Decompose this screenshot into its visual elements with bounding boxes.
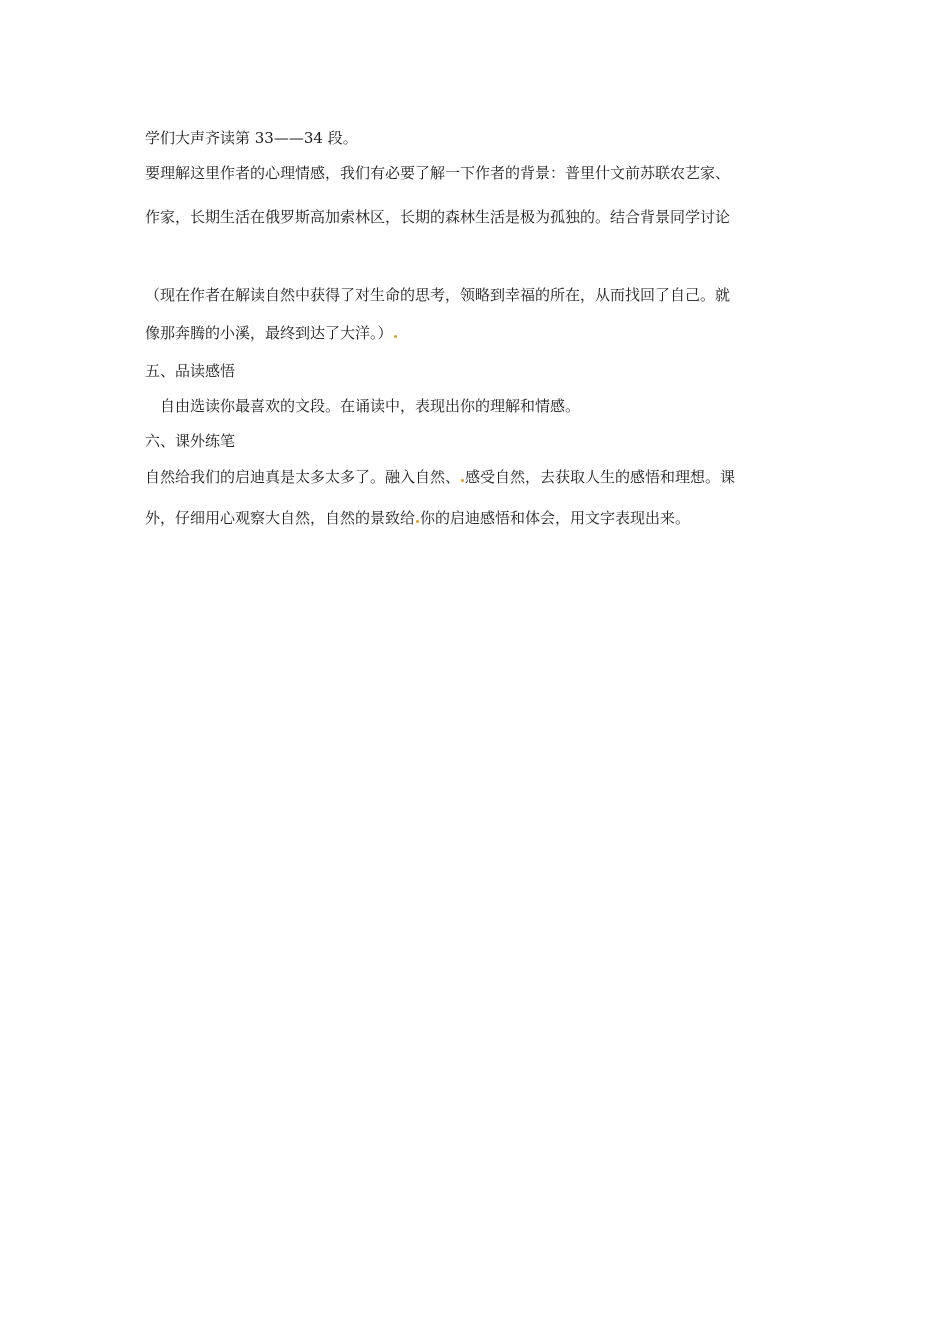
writing-line-2-part-1: 外，仔细用心观察大自然，自然的景致给 <box>145 509 416 527</box>
paragraph-reading-instruction: 学们大声齐读第 33——34 段。 <box>145 129 358 147</box>
highlight-mark <box>416 520 419 523</box>
writing-line-2-part-2: 你的启迪感悟和体会，用文字表现出来。 <box>420 509 691 527</box>
paragraph-answer-line-1: （现在作者在解读自然中获得了对生命的思考，领略到幸福的所在，从而找回了自己。就 <box>145 286 731 304</box>
highlight-mark <box>394 335 397 338</box>
answer-line-2-text: 像那奔腾的小溪，最终到达了大洋。） <box>145 324 393 342</box>
paragraph-writing-line-1 <box>145 467 735 487</box>
paragraph-writing-line-2 <box>145 508 690 528</box>
highlight-mark <box>461 479 464 482</box>
paragraph-background-line-1: 要理解这里作者的心理情感，我们有必要了解一下作者的背景：普里什文前苏联农艺家、 <box>145 164 731 182</box>
writing-line-1-part-2: 感受自然，去获取人生的感悟和理想。课 <box>465 468 736 486</box>
paragraph-background-line-2: 作家，长期生活在俄罗斯高加索林区，长期的森林生活是极为孤独的。结合背景同学讨论 <box>145 208 731 226</box>
section-heading-five: 五、品读感悟 <box>145 362 236 380</box>
writing-line-1-part-1: 自然给我们的启迪真是太多太多了。融入自然、 <box>145 468 461 486</box>
paragraph-answer-line-2 <box>145 323 398 343</box>
section-heading-six: 六、课外练笔 <box>145 432 236 450</box>
paragraph-free-reading: 自由选读你最喜欢的文段。在诵读中，表现出你的理解和情感。 <box>160 397 581 415</box>
